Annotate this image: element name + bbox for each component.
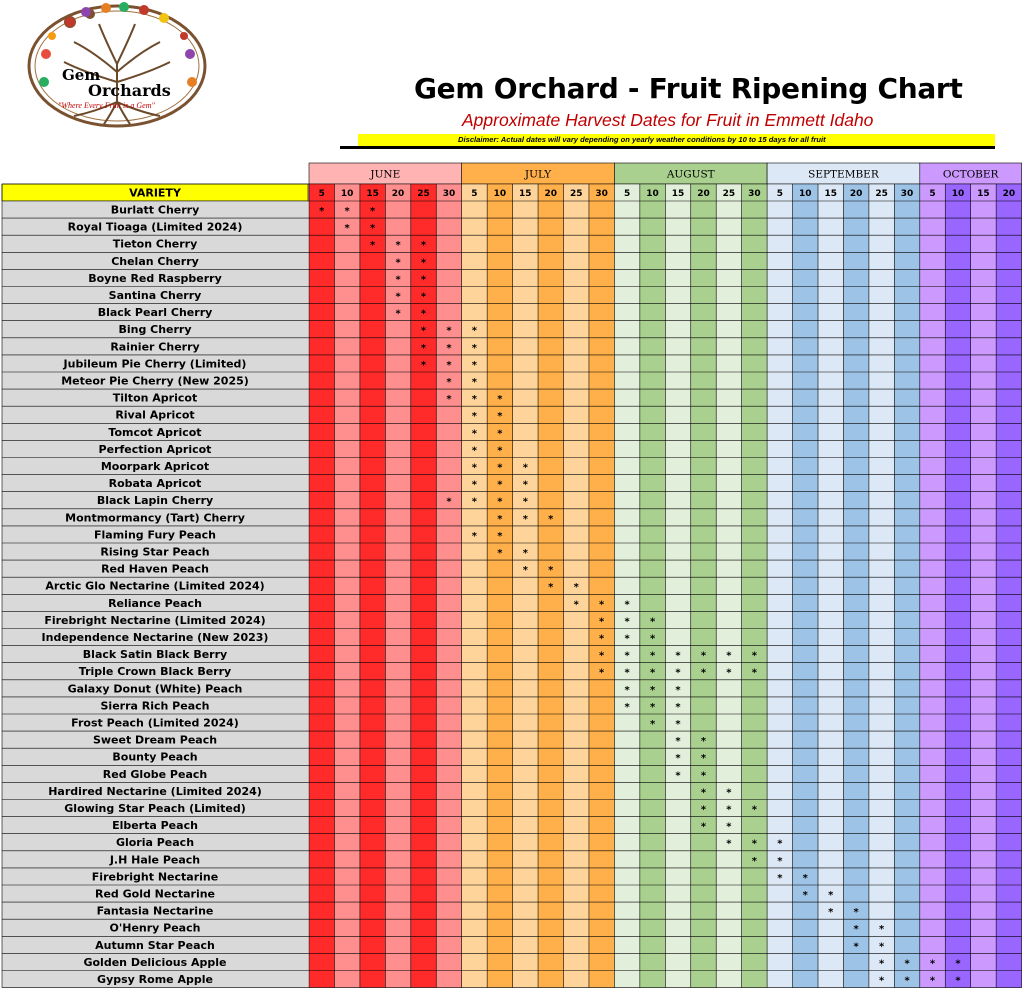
harvest-mark: *	[370, 223, 376, 235]
harvest-mark: *	[700, 667, 707, 679]
harvest-mark: *	[497, 411, 503, 423]
harvest-mark: *	[319, 206, 325, 217]
variety-name: Golden Delicious Apple	[83, 955, 227, 969]
harvest-mark: *	[497, 462, 503, 474]
variety-name: Robata Apricot	[108, 477, 202, 491]
day-label: 5	[929, 189, 936, 199]
harvest-mark: *	[726, 838, 732, 850]
day-column	[411, 184, 436, 988]
harvest-mark: *	[777, 838, 783, 850]
page-title: Gem Orchard - Fruit Ripening Chart	[414, 72, 963, 105]
harvest-mark: *	[497, 548, 503, 559]
day-label: 30	[595, 189, 608, 199]
harvest-mark: *	[522, 496, 528, 508]
day-label: 10	[799, 189, 812, 199]
harvest-mark: *	[624, 650, 630, 662]
day-label: 5	[776, 189, 783, 199]
day-column	[614, 184, 639, 988]
harvest-mark: *	[420, 308, 427, 320]
variety-name: Independence Nectarine (New 2023)	[41, 631, 269, 644]
variety-name: Meteor Pie Cherry (New 2025)	[61, 374, 249, 388]
harvest-mark: *	[853, 907, 859, 919]
harvest-mark: *	[675, 667, 681, 679]
harvest-mark: *	[548, 513, 554, 525]
day-column	[487, 184, 512, 988]
variety-name: Perfection Apricot	[98, 442, 212, 456]
variety-name: Firebright Nectarine (Limited 2024)	[44, 613, 266, 627]
harvest-mark: *	[649, 650, 656, 662]
harvest-mark: *	[446, 359, 452, 371]
harvest-mark: *	[497, 513, 503, 525]
harvest-mark: *	[471, 359, 478, 371]
day-column	[436, 184, 461, 988]
logo-line1: Gem	[62, 66, 101, 84]
harvest-mark: *	[599, 633, 605, 645]
logo-tagline: "Where Every Fruit is a Gem"	[58, 101, 155, 110]
harvest-mark: *	[446, 394, 452, 406]
harvest-mark: *	[573, 582, 579, 594]
harvest-mark: *	[777, 855, 783, 867]
variety-name: Jubileum Pie Cherry (Limited)	[63, 357, 247, 371]
harvest-mark: *	[599, 667, 605, 679]
harvest-mark: *	[497, 445, 503, 457]
month-label: SEPTEMBER	[808, 168, 879, 181]
harvest-mark: *	[420, 342, 427, 354]
variety-name: J.H Hale Peach	[109, 853, 201, 867]
variety-name: Firebright Nectarine	[91, 870, 219, 884]
harvest-mark: *	[726, 787, 732, 799]
day-column	[462, 184, 487, 988]
harvest-mark: *	[471, 445, 478, 457]
day-label: 25	[569, 189, 583, 199]
variety-name: Autumn Star Peach	[95, 938, 215, 952]
harvest-mark: *	[420, 291, 427, 303]
month-label: JUNE	[370, 168, 401, 181]
day-label: 10	[340, 189, 354, 199]
variety-name: Hardired Nectarine (Limited 2024)	[48, 784, 262, 798]
harvest-mark: *	[471, 325, 478, 337]
variety-name: Elberta Peach	[112, 819, 198, 833]
variety-name: Triple Crown Black Berry	[78, 665, 232, 679]
harvest-mark: *	[802, 872, 808, 884]
day-label: 15	[671, 189, 685, 199]
harvest-mark: *	[675, 753, 681, 765]
harvest-mark: *	[497, 394, 503, 406]
day-column	[920, 184, 945, 988]
harvest-mark: *	[522, 479, 528, 491]
variety-name: O'Henry Peach	[109, 921, 201, 935]
harvest-mark: *	[700, 804, 707, 816]
harvest-mark: *	[879, 975, 885, 987]
harvest-mark: *	[726, 650, 732, 662]
harvest-mark: *	[522, 513, 528, 525]
harvest-mark: *	[471, 479, 478, 491]
day-label: 15	[977, 189, 990, 199]
day-label: 20	[697, 189, 710, 199]
harvest-mark: *	[497, 530, 503, 542]
harvest-mark: *	[879, 958, 885, 970]
harvest-mark: *	[522, 462, 528, 474]
harvest-mark: *	[853, 941, 859, 953]
harvest-mark: *	[828, 907, 834, 919]
variety-name: Chelan Cherry	[111, 254, 199, 268]
variety-name: Gypsy Rome Apple	[97, 973, 213, 986]
day-label: 10	[646, 189, 659, 199]
variety-name: Santina Cherry	[108, 289, 202, 302]
page-subtitle: Approximate Harvest Dates for Fruit in Emmett Idaho	[462, 110, 874, 130]
variety-name: Black Lapin Cherry	[96, 494, 214, 508]
logo-line2: Orchards	[88, 81, 171, 100]
variety-name: Bounty Peach	[112, 750, 198, 764]
harvest-mark: *	[548, 565, 554, 577]
day-column	[309, 184, 334, 988]
variety-name: Sierra Rich Peach	[100, 699, 210, 713]
harvest-mark: *	[675, 701, 681, 713]
harvest-mark: *	[395, 308, 401, 320]
day-label: 10	[493, 189, 507, 199]
harvest-mark: *	[751, 855, 757, 867]
harvest-mark: *	[649, 667, 656, 679]
day-column	[589, 184, 614, 988]
harvest-mark: *	[624, 684, 630, 696]
harvest-mark: *	[700, 770, 707, 782]
day-label: 15	[824, 189, 837, 199]
harvest-mark: *	[471, 530, 478, 542]
day-column	[869, 184, 894, 988]
variety-name: Tieton Cherry	[112, 237, 198, 251]
harvest-mark: *	[649, 633, 656, 645]
day-column	[971, 184, 996, 988]
variety-name: Sweet Dream Peach	[92, 733, 218, 747]
variety-name: Galaxy Donut (White) Peach	[67, 682, 243, 696]
day-column	[513, 184, 538, 988]
harvest-mark: *	[675, 650, 681, 662]
day-column	[334, 184, 359, 988]
harvest-mark: *	[471, 428, 478, 440]
variety-name: Red Gold Nectarine	[94, 887, 216, 901]
harvest-mark: *	[471, 377, 478, 388]
harvest-mark: *	[649, 719, 656, 730]
harvest-mark: *	[929, 975, 936, 987]
harvest-mark: *	[675, 684, 681, 696]
harvest-mark: *	[573, 599, 579, 611]
day-label: 20	[1002, 189, 1016, 199]
day-column	[385, 184, 410, 988]
harvest-mark: *	[751, 804, 757, 816]
day-column	[843, 184, 868, 988]
harvest-mark: *	[904, 958, 910, 970]
variety-name: Black Satin Black Berry	[82, 648, 228, 662]
disclaimer-banner: Disclaimer: Actual dates will vary depending on yearly weather conditions by 10 to 15 days for all fruit	[358, 134, 995, 146]
harvest-mark: *	[649, 701, 656, 713]
day-column	[665, 184, 690, 988]
harvest-mark: *	[548, 582, 554, 594]
variety-name: Black Pearl Cherry	[97, 306, 213, 320]
day-label: 20	[849, 189, 863, 199]
harvest-mark: *	[497, 428, 503, 440]
day-label: 30	[900, 189, 914, 199]
harvest-mark: *	[751, 838, 757, 850]
day-label: 15	[519, 189, 532, 199]
harvest-mark: *	[446, 377, 452, 388]
variety-name: Tomcot Apricot	[108, 425, 202, 439]
harvest-mark: *	[955, 975, 961, 987]
harvest-mark: *	[675, 736, 681, 748]
harvest-mark: *	[420, 240, 427, 252]
variety-name: Fantasia Nectarine	[96, 904, 214, 918]
harvest-mark: *	[751, 667, 757, 679]
harvest-mark: *	[675, 719, 681, 730]
day-column	[691, 184, 716, 988]
harvest-mark: *	[344, 206, 350, 217]
variety-name: Arctic Glo Nectarine (Limited 2024)	[45, 579, 265, 593]
harvest-mark: *	[700, 821, 707, 833]
day-label: 25	[875, 189, 888, 199]
harvest-mark: *	[675, 770, 681, 782]
harvest-mark: *	[395, 274, 401, 286]
harvest-mark: *	[777, 872, 783, 884]
harvest-mark: *	[395, 291, 401, 303]
harvest-mark: *	[370, 240, 376, 252]
harvest-mark: *	[726, 804, 732, 816]
harvest-mark: *	[446, 342, 452, 354]
harvest-mark: *	[370, 206, 376, 217]
harvest-mark: *	[700, 736, 707, 748]
harvest-mark: *	[599, 650, 605, 662]
harvest-mark: *	[879, 941, 885, 953]
harvest-mark: *	[420, 257, 427, 269]
variety-name: Glowing Star Peach (Limited)	[64, 802, 246, 815]
harvest-mark: *	[446, 496, 452, 508]
harvest-mark: *	[726, 821, 732, 833]
harvest-mark: *	[929, 958, 936, 970]
variety-name: Boyne Red Raspberry	[88, 271, 222, 285]
harvest-mark: *	[446, 325, 452, 337]
variety-name: Rainier Cherry	[110, 340, 200, 354]
harvest-mark: *	[471, 496, 478, 508]
harvest-mark: *	[904, 975, 910, 987]
harvest-mark: *	[624, 667, 630, 679]
day-label: 30	[442, 189, 456, 199]
harvest-mark: *	[700, 753, 707, 765]
variety-name: Burlatt Cherry	[110, 203, 200, 217]
month-label: JULY	[524, 168, 552, 181]
variety-name: Red Globe Peach	[102, 767, 208, 781]
variety-name: Red Haven Peach	[101, 562, 209, 576]
month-label: OCTOBER	[942, 168, 999, 181]
harvest-mark: *	[624, 633, 630, 645]
harvest-mark: *	[471, 411, 478, 423]
variety-name: Tilton Apricot	[112, 391, 198, 405]
variety-name: Bing Cherry	[118, 323, 192, 337]
harvest-mark: *	[599, 616, 605, 628]
day-column	[360, 184, 385, 988]
harvest-mark: *	[420, 359, 427, 371]
day-label: 10	[951, 189, 965, 199]
variety-name: Rival Apricot	[115, 408, 195, 422]
day-label: 5	[623, 189, 631, 199]
day-label: 20	[391, 189, 405, 199]
harvest-mark: *	[395, 257, 401, 269]
month-label: AUGUST	[666, 168, 715, 181]
harvest-mark: *	[955, 958, 961, 970]
harvest-mark: *	[624, 616, 630, 628]
day-label: 20	[544, 189, 558, 199]
harvest-mark: *	[751, 650, 757, 662]
day-column	[818, 184, 843, 988]
day-column	[716, 184, 741, 988]
harvest-mark: *	[624, 701, 630, 713]
variety-name: Royal Tioaga (Limited 2024)	[67, 220, 243, 234]
harvest-mark: *	[420, 274, 427, 286]
day-column	[640, 184, 665, 988]
harvest-mark: *	[802, 890, 808, 901]
harvest-mark: *	[522, 548, 528, 559]
variety-name: Frost Peach (Limited 2024)	[71, 716, 239, 730]
day-label: 5	[318, 189, 325, 199]
variety-header-label: VARIETY	[129, 186, 181, 200]
day-column	[996, 184, 1021, 988]
harvest-mark: *	[471, 342, 478, 354]
variety-name: Gloria Peach	[115, 836, 195, 850]
day-label: 15	[366, 189, 379, 199]
harvest-mark: *	[497, 479, 503, 491]
variety-name: Moorpark Apricot	[100, 460, 210, 473]
harvest-mark: *	[700, 650, 707, 662]
harvest-mark: *	[497, 496, 503, 508]
harvest-mark: *	[420, 325, 427, 337]
variety-name: Montmormancy (Tart) Cherry	[65, 511, 245, 525]
harvest-mark: *	[471, 394, 478, 406]
day-column	[793, 184, 818, 988]
harvest-mark: *	[700, 787, 707, 799]
harvest-mark: *	[726, 667, 732, 679]
harvest-mark: *	[624, 599, 630, 611]
harvest-mark: *	[649, 616, 656, 628]
harvest-mark: *	[853, 924, 859, 936]
variety-name: Reliance Peach	[108, 596, 202, 610]
day-label: 5	[471, 189, 478, 199]
day-column	[767, 184, 792, 988]
harvest-mark: *	[828, 890, 834, 901]
harvest-mark: *	[649, 684, 656, 696]
variety-name: Flaming Fury Peach	[94, 528, 216, 542]
day-label: 30	[748, 189, 761, 199]
day-label: 25	[722, 189, 736, 199]
day-label: 25	[417, 189, 430, 199]
day-column	[945, 184, 970, 988]
harvest-mark: *	[599, 599, 605, 611]
harvest-mark: *	[471, 462, 478, 474]
harvest-mark: *	[344, 223, 350, 235]
harvest-mark: *	[395, 240, 401, 252]
day-column	[742, 184, 767, 988]
harvest-mark: *	[879, 924, 885, 936]
variety-name: Rising Star Peach	[100, 545, 210, 559]
day-column	[894, 184, 919, 988]
harvest-mark: *	[522, 565, 528, 577]
